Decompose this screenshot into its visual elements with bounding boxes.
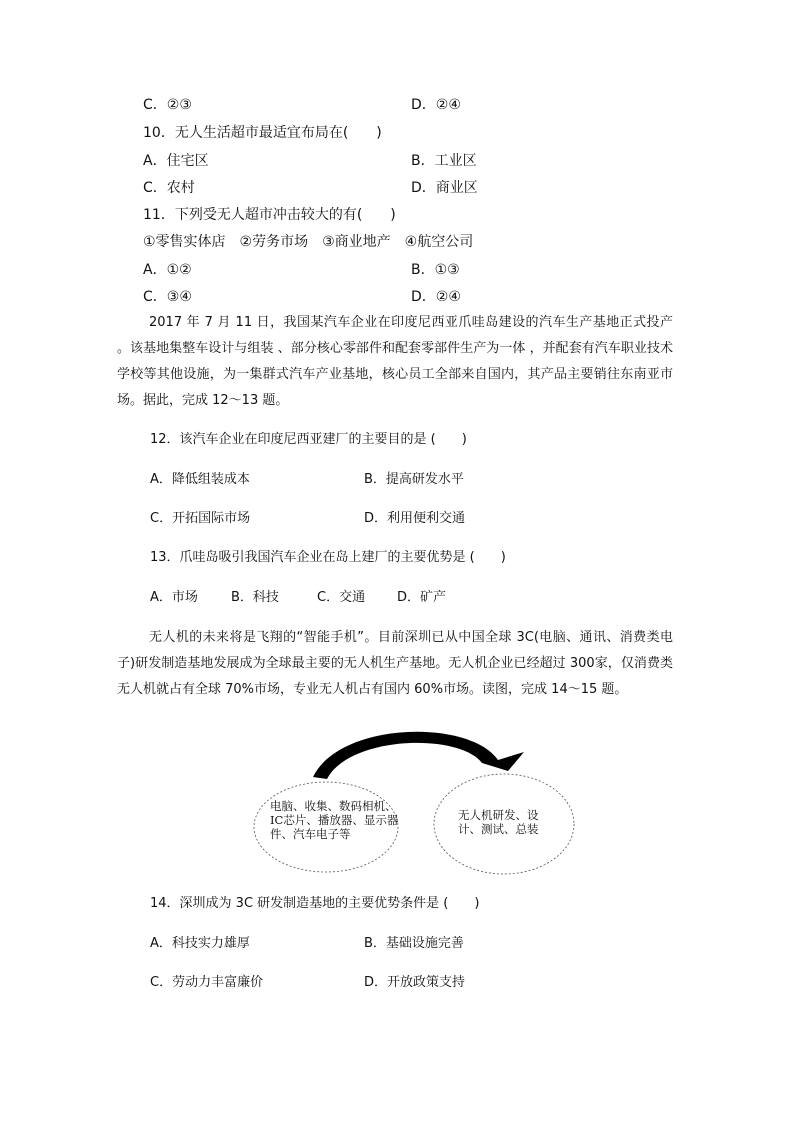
left-ellipse-text: 电脑、收集、数码相机、IC芯片、播放器、显示器件、汽车电子等: [270, 799, 399, 841]
q11-option-d: D．②④: [411, 289, 461, 305]
q12-option-a: A．降低组装成本: [150, 472, 250, 487]
passage-drones: 无人机的未来将是飞翔的“智能手机”。目前深圳已从中国全球 3C(电脑、通讯、消费类电子)研发制造基地发展成为全球最主要的无人机生产基地。无人机企业已经超过 300家，仅消费类无人机就占有全球 70%市场，专业无人机占有国内 60%市场。读图，完成 14～15 题。: [117, 630, 673, 697]
q10-option-b: B．工业区: [411, 153, 477, 169]
q13-option-b: B．科技: [231, 590, 279, 605]
q12-option-c: C．开拓国际市场: [150, 511, 251, 526]
q10-option-d: D．商业区: [411, 180, 478, 196]
q9-option-d: D．②④: [411, 97, 461, 113]
q10-option-c: C．农村: [143, 180, 195, 196]
q12-option-d: D．利用便利交通: [364, 511, 466, 526]
q11-option-a: A．①②: [143, 262, 192, 278]
q9-option-c: C．②③: [143, 97, 192, 113]
q14-option-c: C．劳动力丰富廉价: [150, 975, 264, 990]
q11-stem: 11．下列受无人超市冲击较大的有( ): [143, 207, 396, 223]
q13-option-c: C．交通: [317, 590, 366, 605]
q13-option-a: A．市场: [150, 590, 198, 605]
q13-option-d: D．矿产: [397, 590, 447, 605]
q10-option-a: A．住宅区: [143, 153, 209, 169]
q14-option-b: B．基础设施完善: [364, 936, 464, 951]
q12-stem: 12．该汽车企业在印度尼西亚建厂的主要目的是 ( ): [150, 432, 467, 447]
q13-stem: 13．爪哇岛吸引我国汽车企业在岛上建厂的主要优势是 ( ): [150, 550, 506, 565]
q11-option-c: C．③④: [143, 289, 192, 305]
q11-items: ①零售实体店 ②劳务市场 ③商业地产 ④航空公司: [143, 234, 474, 250]
q11-option-b: B．①③: [411, 262, 460, 278]
q10-stem: 10．无人生活超市最适宜布局在( ): [143, 125, 382, 141]
q14-stem: 14．深圳成为 3C 研发制造基地的主要优势条件是 ( ): [150, 896, 480, 911]
q12-option-b: B．提高研发水平: [364, 472, 464, 487]
right-ellipse-text: 无人机研发、设计、测试、总装: [458, 808, 539, 836]
q14-option-a: A．科技实力雄厚: [150, 936, 250, 951]
flow-arrow: [313, 732, 524, 779]
passage-auto-plant: 2017 年 7 月 11 日，我国某汽车企业在印度尼西亚爪哇岛建设的汽车生产基地正式投产 。该基地集整车设计与组装 、部分核心零部件和配套零部件生产为一体 ，并配套有汽车职业技术学校等其他设施，为一集群式汽车产业基地，核心员工全部来自国内，其产品主要销往东南亚市场。据此，完成 12～13 题。: [117, 315, 673, 408]
industry-flow-diagram: [250, 725, 580, 875]
q14-option-d: D．开放政策支持: [364, 975, 466, 990]
